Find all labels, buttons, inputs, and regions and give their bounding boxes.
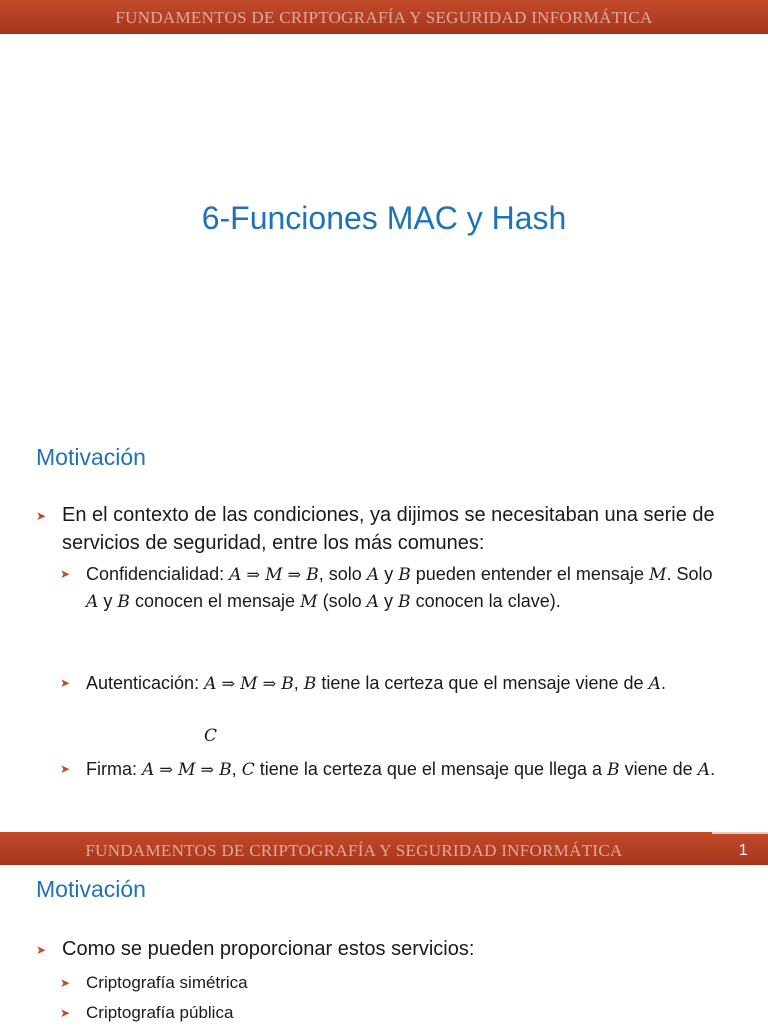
sub-bullet-simetrica: ➤ Criptografía simétrica xyxy=(86,970,728,996)
header-band xyxy=(0,0,768,34)
bullet-item-2: ➤ Como se pueden proporcionar estos servicios: xyxy=(62,935,728,963)
section-title-2: Motivación xyxy=(36,876,146,902)
bullet-arrow-icon: ➤ xyxy=(60,976,71,990)
sub-bullet-autenticacion: ➤ Autenticación: A ⇒ M ⇒ B, B tiene la certeza que el mensaje viene de A. xyxy=(86,670,728,697)
sub-bullet-publica: ➤ Criptografía pública xyxy=(86,1000,728,1026)
sub-bullet-firma: ➤ Firma: A ⇒ M ⇒ B, C tiene la certeza que el mensaje que llega a B viene de A. xyxy=(86,756,728,783)
bullet-arrow-icon: ➤ xyxy=(36,943,47,957)
sub-bullet-confidencialidad: ➤ Confidencialidad: A ⇒ M ⇒ B, solo A y B pueden entender el mensaje M. Solo A y B conocen el mensaje M (solo A y B conocen la clave). xyxy=(86,561,728,615)
bullet-arrow-icon: ➤ xyxy=(60,676,71,690)
slide-number: 1 xyxy=(738,842,748,859)
bullet-arrow-icon: ➤ xyxy=(60,762,71,776)
footer-band-text: FUNDAMENTOS DE CRIPTOGRAFÍA Y SEGURIDAD INFORMÁTICA xyxy=(85,841,623,860)
bullet-arrow-icon: ➤ xyxy=(60,567,71,581)
section-title: Motivación xyxy=(36,444,146,470)
bullet-item: ➤ En el contexto de las condiciones, ya dijimos se necesitaban una serie de servicios de seguridad, entre los más comunes: xyxy=(36,504,715,554)
footer-band xyxy=(0,832,768,865)
floating-c-symbol: C xyxy=(204,726,218,746)
bullet-arrow-icon: ➤ xyxy=(36,509,47,523)
header-band-text: FUNDAMENTOS DE CRIPTOGRAFÍA Y SEGURIDAD INFORMÁTICA xyxy=(115,8,653,27)
slide-title: 6-Funciones MAC y Hash xyxy=(201,200,567,236)
bullet-arrow-icon: ➤ xyxy=(60,1006,71,1020)
